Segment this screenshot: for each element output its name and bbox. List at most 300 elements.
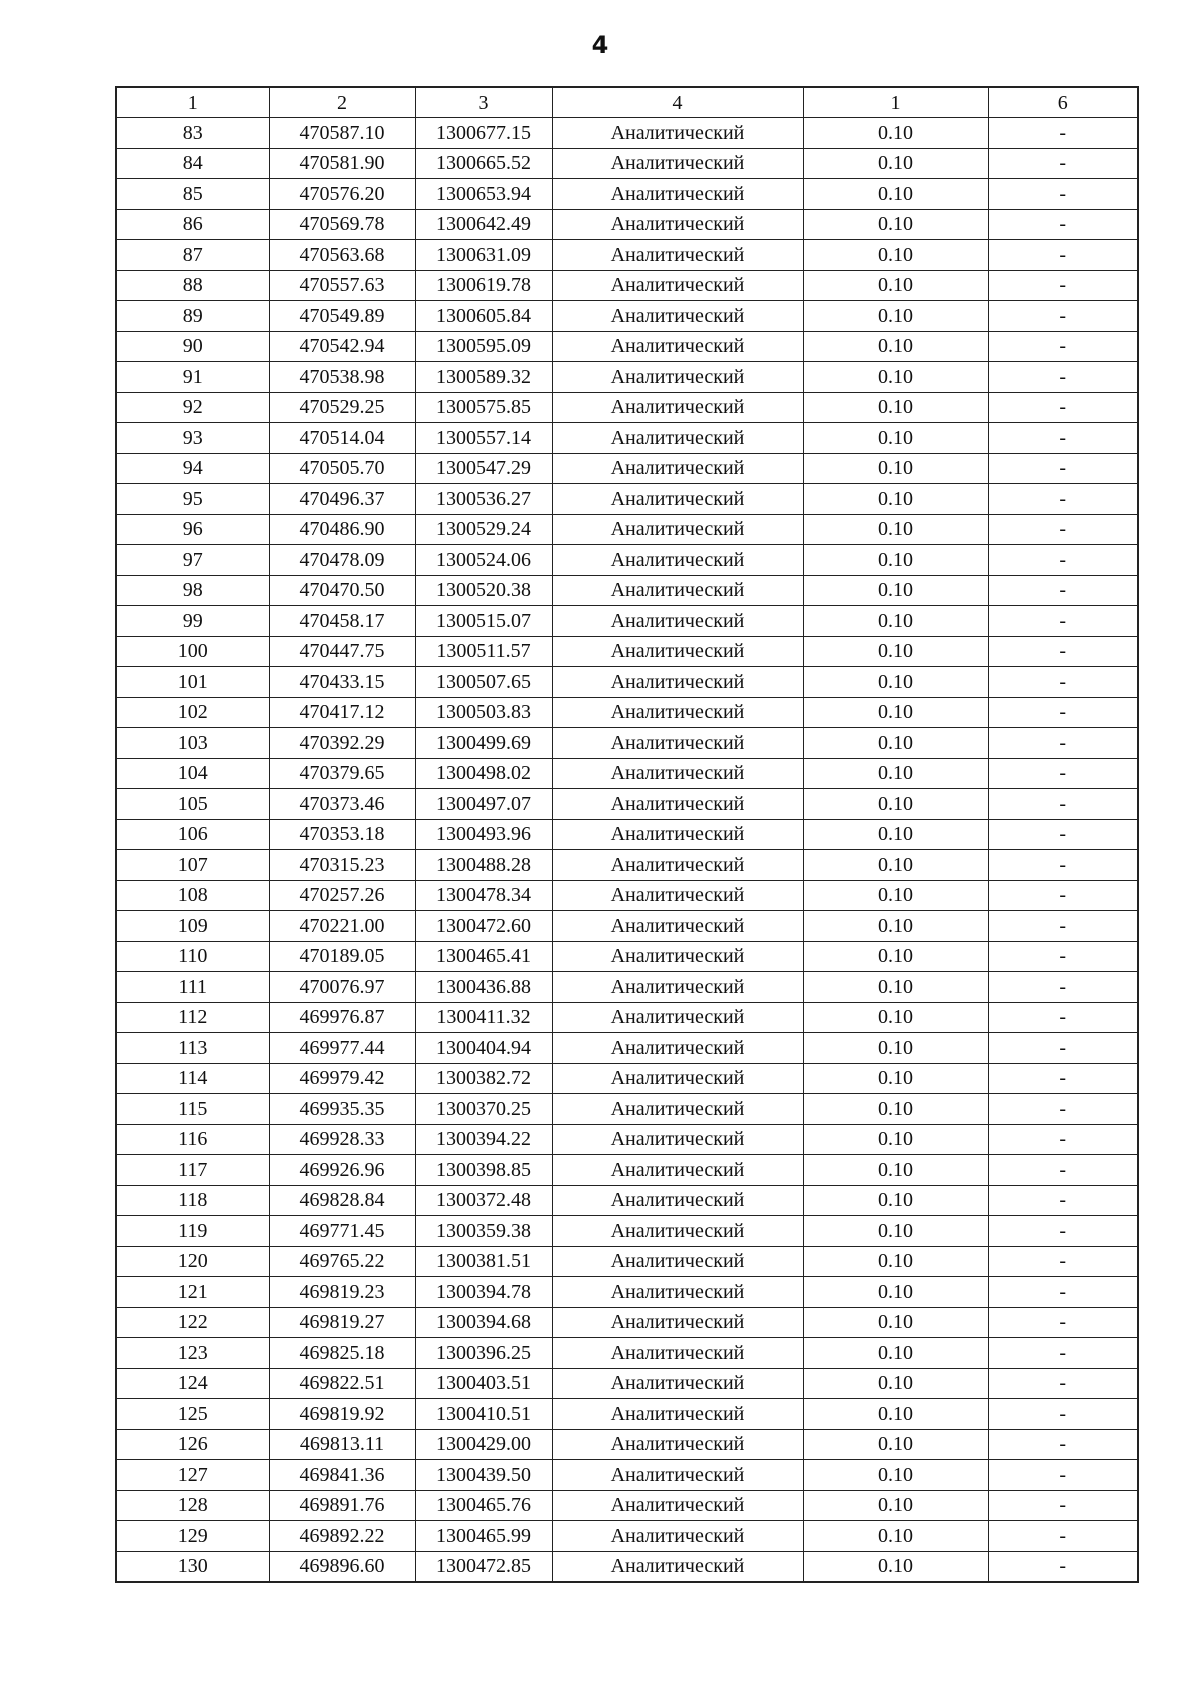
y-coordinate-cell: 1300436.88 bbox=[415, 972, 552, 1003]
accuracy-cell: 0.10 bbox=[803, 240, 988, 271]
coordinates-table bbox=[115, 86, 1139, 1583]
y-coordinate-cell: 1300398.85 bbox=[415, 1155, 552, 1186]
note-cell: - bbox=[988, 1277, 1138, 1308]
note-cell: - bbox=[988, 575, 1138, 606]
column-header-5: 1 bbox=[803, 87, 988, 118]
point-number-cell: 122 bbox=[116, 1307, 269, 1338]
table-row bbox=[116, 911, 1138, 942]
method-cell: Аналитический bbox=[552, 484, 803, 515]
table-row bbox=[116, 697, 1138, 728]
table-row bbox=[116, 1460, 1138, 1491]
accuracy-cell: 0.10 bbox=[803, 850, 988, 881]
method-cell: Аналитический bbox=[552, 1246, 803, 1277]
point-number-cell: 118 bbox=[116, 1185, 269, 1216]
x-coordinate-cell: 469979.42 bbox=[269, 1063, 415, 1094]
point-number-cell: 105 bbox=[116, 789, 269, 820]
accuracy-cell: 0.10 bbox=[803, 514, 988, 545]
method-cell: Аналитический bbox=[552, 636, 803, 667]
note-cell: - bbox=[988, 697, 1138, 728]
note-cell: - bbox=[988, 1460, 1138, 1491]
accuracy-cell: 0.10 bbox=[803, 1551, 988, 1582]
note-cell: - bbox=[988, 514, 1138, 545]
method-cell: Аналитический bbox=[552, 209, 803, 240]
note-cell: - bbox=[988, 819, 1138, 850]
x-coordinate-cell: 470542.94 bbox=[269, 331, 415, 362]
table-row bbox=[116, 514, 1138, 545]
table-row bbox=[116, 118, 1138, 149]
table-row bbox=[116, 453, 1138, 484]
note-cell: - bbox=[988, 1185, 1138, 1216]
method-cell: Аналитический bbox=[552, 545, 803, 576]
accuracy-cell: 0.10 bbox=[803, 911, 988, 942]
note-cell: - bbox=[988, 1002, 1138, 1033]
accuracy-cell: 0.10 bbox=[803, 667, 988, 698]
table-row bbox=[116, 850, 1138, 881]
point-number-cell: 96 bbox=[116, 514, 269, 545]
table-row bbox=[116, 575, 1138, 606]
method-cell: Аналитический bbox=[552, 1124, 803, 1155]
table-row bbox=[116, 270, 1138, 301]
table-row bbox=[116, 1551, 1138, 1582]
note-cell: - bbox=[988, 270, 1138, 301]
x-coordinate-cell: 469841.36 bbox=[269, 1460, 415, 1491]
method-cell: Аналитический bbox=[552, 789, 803, 820]
point-number-cell: 123 bbox=[116, 1338, 269, 1369]
method-cell: Аналитический bbox=[552, 148, 803, 179]
accuracy-cell: 0.10 bbox=[803, 1185, 988, 1216]
accuracy-cell: 0.10 bbox=[803, 1002, 988, 1033]
point-number-cell: 120 bbox=[116, 1246, 269, 1277]
table-row bbox=[116, 880, 1138, 911]
note-cell: - bbox=[988, 972, 1138, 1003]
y-coordinate-cell: 1300429.00 bbox=[415, 1429, 552, 1460]
note-cell: - bbox=[988, 911, 1138, 942]
table-row bbox=[116, 484, 1138, 515]
accuracy-cell: 0.10 bbox=[803, 636, 988, 667]
accuracy-cell: 0.10 bbox=[803, 545, 988, 576]
method-cell: Аналитический bbox=[552, 697, 803, 728]
x-coordinate-cell: 470549.89 bbox=[269, 301, 415, 332]
point-number-cell: 89 bbox=[116, 301, 269, 332]
y-coordinate-cell: 1300511.57 bbox=[415, 636, 552, 667]
x-coordinate-cell: 470315.23 bbox=[269, 850, 415, 881]
accuracy-cell: 0.10 bbox=[803, 1368, 988, 1399]
x-coordinate-cell: 469819.23 bbox=[269, 1277, 415, 1308]
y-coordinate-cell: 1300465.76 bbox=[415, 1490, 552, 1521]
method-cell: Аналитический bbox=[552, 1307, 803, 1338]
x-coordinate-cell: 469828.84 bbox=[269, 1185, 415, 1216]
y-coordinate-cell: 1300488.28 bbox=[415, 850, 552, 881]
accuracy-cell: 0.10 bbox=[803, 362, 988, 393]
point-number-cell: 92 bbox=[116, 392, 269, 423]
note-cell: - bbox=[988, 1033, 1138, 1064]
note-cell: - bbox=[988, 1551, 1138, 1582]
note-cell: - bbox=[988, 1399, 1138, 1430]
y-coordinate-cell: 1300665.52 bbox=[415, 148, 552, 179]
method-cell: Аналитический bbox=[552, 758, 803, 789]
note-cell: - bbox=[988, 301, 1138, 332]
method-cell: Аналитический bbox=[552, 850, 803, 881]
note-cell: - bbox=[988, 1368, 1138, 1399]
point-number-cell: 127 bbox=[116, 1460, 269, 1491]
accuracy-cell: 0.10 bbox=[803, 484, 988, 515]
point-number-cell: 99 bbox=[116, 606, 269, 637]
point-number-cell: 117 bbox=[116, 1155, 269, 1186]
accuracy-cell: 0.10 bbox=[803, 270, 988, 301]
note-cell: - bbox=[988, 362, 1138, 393]
method-cell: Аналитический bbox=[552, 1460, 803, 1491]
y-coordinate-cell: 1300503.83 bbox=[415, 697, 552, 728]
x-coordinate-cell: 469819.27 bbox=[269, 1307, 415, 1338]
point-number-cell: 88 bbox=[116, 270, 269, 301]
column-header-1: 1 bbox=[116, 87, 269, 118]
point-number-cell: 112 bbox=[116, 1002, 269, 1033]
method-cell: Аналитический bbox=[552, 362, 803, 393]
y-coordinate-cell: 1300411.32 bbox=[415, 1002, 552, 1033]
table-row bbox=[116, 1216, 1138, 1247]
method-cell: Аналитический bbox=[552, 911, 803, 942]
x-coordinate-cell: 470557.63 bbox=[269, 270, 415, 301]
table-row bbox=[116, 240, 1138, 271]
table-row bbox=[116, 545, 1138, 576]
y-coordinate-cell: 1300381.51 bbox=[415, 1246, 552, 1277]
y-coordinate-cell: 1300605.84 bbox=[415, 301, 552, 332]
method-cell: Аналитический bbox=[552, 179, 803, 210]
note-cell: - bbox=[988, 1246, 1138, 1277]
y-coordinate-cell: 1300642.49 bbox=[415, 209, 552, 240]
note-cell: - bbox=[988, 789, 1138, 820]
point-number-cell: 124 bbox=[116, 1368, 269, 1399]
header-row bbox=[116, 87, 1138, 118]
note-cell: - bbox=[988, 1063, 1138, 1094]
accuracy-cell: 0.10 bbox=[803, 453, 988, 484]
point-number-cell: 128 bbox=[116, 1490, 269, 1521]
table-header bbox=[116, 87, 1138, 118]
table-row bbox=[116, 1368, 1138, 1399]
y-coordinate-cell: 1300524.06 bbox=[415, 545, 552, 576]
point-number-cell: 84 bbox=[116, 148, 269, 179]
x-coordinate-cell: 470478.09 bbox=[269, 545, 415, 576]
x-coordinate-cell: 469825.18 bbox=[269, 1338, 415, 1369]
x-coordinate-cell: 470447.75 bbox=[269, 636, 415, 667]
point-number-cell: 101 bbox=[116, 667, 269, 698]
method-cell: Аналитический bbox=[552, 819, 803, 850]
point-number-cell: 93 bbox=[116, 423, 269, 454]
method-cell: Аналитический bbox=[552, 1185, 803, 1216]
table-row bbox=[116, 1002, 1138, 1033]
method-cell: Аналитический bbox=[552, 1033, 803, 1064]
method-cell: Аналитический bbox=[552, 1399, 803, 1430]
x-coordinate-cell: 470257.26 bbox=[269, 880, 415, 911]
method-cell: Аналитический bbox=[552, 728, 803, 759]
table-row bbox=[116, 1429, 1138, 1460]
point-number-cell: 97 bbox=[116, 545, 269, 576]
method-cell: Аналитический bbox=[552, 240, 803, 271]
x-coordinate-cell: 469765.22 bbox=[269, 1246, 415, 1277]
x-coordinate-cell: 469891.76 bbox=[269, 1490, 415, 1521]
y-coordinate-cell: 1300631.09 bbox=[415, 240, 552, 271]
column-header-6: 6 bbox=[988, 87, 1138, 118]
point-number-cell: 119 bbox=[116, 1216, 269, 1247]
x-coordinate-cell: 470486.90 bbox=[269, 514, 415, 545]
note-cell: - bbox=[988, 636, 1138, 667]
point-number-cell: 102 bbox=[116, 697, 269, 728]
method-cell: Аналитический bbox=[552, 1216, 803, 1247]
method-cell: Аналитический bbox=[552, 423, 803, 454]
accuracy-cell: 0.10 bbox=[803, 1246, 988, 1277]
note-cell: - bbox=[988, 667, 1138, 698]
table-row bbox=[116, 1124, 1138, 1155]
note-cell: - bbox=[988, 118, 1138, 149]
method-cell: Аналитический bbox=[552, 972, 803, 1003]
table-row bbox=[116, 1246, 1138, 1277]
x-coordinate-cell: 470514.04 bbox=[269, 423, 415, 454]
method-cell: Аналитический bbox=[552, 301, 803, 332]
y-coordinate-cell: 1300370.25 bbox=[415, 1094, 552, 1125]
accuracy-cell: 0.10 bbox=[803, 1429, 988, 1460]
point-number-cell: 91 bbox=[116, 362, 269, 393]
point-number-cell: 86 bbox=[116, 209, 269, 240]
method-cell: Аналитический bbox=[552, 1338, 803, 1369]
point-number-cell: 111 bbox=[116, 972, 269, 1003]
note-cell: - bbox=[988, 423, 1138, 454]
point-number-cell: 109 bbox=[116, 911, 269, 942]
note-cell: - bbox=[988, 453, 1138, 484]
point-number-cell: 114 bbox=[116, 1063, 269, 1094]
table-row bbox=[116, 1490, 1138, 1521]
accuracy-cell: 0.10 bbox=[803, 118, 988, 149]
y-coordinate-cell: 1300653.94 bbox=[415, 179, 552, 210]
note-cell: - bbox=[988, 1521, 1138, 1552]
note-cell: - bbox=[988, 1307, 1138, 1338]
y-coordinate-cell: 1300589.32 bbox=[415, 362, 552, 393]
point-number-cell: 98 bbox=[116, 575, 269, 606]
note-cell: - bbox=[988, 545, 1138, 576]
table-row bbox=[116, 1033, 1138, 1064]
accuracy-cell: 0.10 bbox=[803, 423, 988, 454]
y-coordinate-cell: 1300498.02 bbox=[415, 758, 552, 789]
x-coordinate-cell: 469892.22 bbox=[269, 1521, 415, 1552]
method-cell: Аналитический bbox=[552, 606, 803, 637]
x-coordinate-cell: 469896.60 bbox=[269, 1551, 415, 1582]
x-coordinate-cell: 469819.92 bbox=[269, 1399, 415, 1430]
x-coordinate-cell: 470470.50 bbox=[269, 575, 415, 606]
table-row bbox=[116, 1155, 1138, 1186]
y-coordinate-cell: 1300575.85 bbox=[415, 392, 552, 423]
method-cell: Аналитический bbox=[552, 1368, 803, 1399]
x-coordinate-cell: 470189.05 bbox=[269, 941, 415, 972]
note-cell: - bbox=[988, 484, 1138, 515]
y-coordinate-cell: 1300394.22 bbox=[415, 1124, 552, 1155]
x-coordinate-cell: 470569.78 bbox=[269, 209, 415, 240]
y-coordinate-cell: 1300410.51 bbox=[415, 1399, 552, 1430]
x-coordinate-cell: 469928.33 bbox=[269, 1124, 415, 1155]
x-coordinate-cell: 469926.96 bbox=[269, 1155, 415, 1186]
method-cell: Аналитический bbox=[552, 1155, 803, 1186]
note-cell: - bbox=[988, 1429, 1138, 1460]
table-row bbox=[116, 1338, 1138, 1369]
table-row bbox=[116, 1063, 1138, 1094]
y-coordinate-cell: 1300478.34 bbox=[415, 880, 552, 911]
x-coordinate-cell: 470373.46 bbox=[269, 789, 415, 820]
x-coordinate-cell: 470563.68 bbox=[269, 240, 415, 271]
method-cell: Аналитический bbox=[552, 1002, 803, 1033]
method-cell: Аналитический bbox=[552, 270, 803, 301]
accuracy-cell: 0.10 bbox=[803, 789, 988, 820]
y-coordinate-cell: 1300372.48 bbox=[415, 1185, 552, 1216]
point-number-cell: 121 bbox=[116, 1277, 269, 1308]
x-coordinate-cell: 469935.35 bbox=[269, 1094, 415, 1125]
y-coordinate-cell: 1300465.41 bbox=[415, 941, 552, 972]
x-coordinate-cell: 470417.12 bbox=[269, 697, 415, 728]
point-number-cell: 87 bbox=[116, 240, 269, 271]
point-number-cell: 107 bbox=[116, 850, 269, 881]
accuracy-cell: 0.10 bbox=[803, 1216, 988, 1247]
table-row bbox=[116, 1521, 1138, 1552]
y-coordinate-cell: 1300472.60 bbox=[415, 911, 552, 942]
accuracy-cell: 0.10 bbox=[803, 1124, 988, 1155]
accuracy-cell: 0.10 bbox=[803, 179, 988, 210]
table-body bbox=[116, 118, 1138, 1583]
column-header-2: 2 bbox=[269, 87, 415, 118]
y-coordinate-cell: 1300619.78 bbox=[415, 270, 552, 301]
y-coordinate-cell: 1300359.38 bbox=[415, 1216, 552, 1247]
y-coordinate-cell: 1300394.78 bbox=[415, 1277, 552, 1308]
y-coordinate-cell: 1300396.25 bbox=[415, 1338, 552, 1369]
y-coordinate-cell: 1300677.15 bbox=[415, 118, 552, 149]
point-number-cell: 116 bbox=[116, 1124, 269, 1155]
x-coordinate-cell: 470221.00 bbox=[269, 911, 415, 942]
point-number-cell: 108 bbox=[116, 880, 269, 911]
point-number-cell: 94 bbox=[116, 453, 269, 484]
point-number-cell: 129 bbox=[116, 1521, 269, 1552]
y-coordinate-cell: 1300547.29 bbox=[415, 453, 552, 484]
point-number-cell: 110 bbox=[116, 941, 269, 972]
x-coordinate-cell: 469976.87 bbox=[269, 1002, 415, 1033]
table-row bbox=[116, 1399, 1138, 1430]
point-number-cell: 95 bbox=[116, 484, 269, 515]
method-cell: Аналитический bbox=[552, 1551, 803, 1582]
accuracy-cell: 0.10 bbox=[803, 728, 988, 759]
point-number-cell: 83 bbox=[116, 118, 269, 149]
table-row bbox=[116, 179, 1138, 210]
method-cell: Аналитический bbox=[552, 941, 803, 972]
table-row bbox=[116, 819, 1138, 850]
table-row bbox=[116, 1185, 1138, 1216]
table-row bbox=[116, 209, 1138, 240]
table-row bbox=[116, 758, 1138, 789]
accuracy-cell: 0.10 bbox=[803, 1307, 988, 1338]
accuracy-cell: 0.10 bbox=[803, 941, 988, 972]
point-number-cell: 113 bbox=[116, 1033, 269, 1064]
note-cell: - bbox=[988, 1490, 1138, 1521]
accuracy-cell: 0.10 bbox=[803, 1490, 988, 1521]
x-coordinate-cell: 470581.90 bbox=[269, 148, 415, 179]
note-cell: - bbox=[988, 1124, 1138, 1155]
accuracy-cell: 0.10 bbox=[803, 1033, 988, 1064]
table-row bbox=[116, 392, 1138, 423]
method-cell: Аналитический bbox=[552, 392, 803, 423]
accuracy-cell: 0.10 bbox=[803, 1094, 988, 1125]
method-cell: Аналитический bbox=[552, 667, 803, 698]
method-cell: Аналитический bbox=[552, 118, 803, 149]
y-coordinate-cell: 1300515.07 bbox=[415, 606, 552, 637]
note-cell: - bbox=[988, 758, 1138, 789]
accuracy-cell: 0.10 bbox=[803, 1277, 988, 1308]
x-coordinate-cell: 469771.45 bbox=[269, 1216, 415, 1247]
column-header-3: 3 bbox=[415, 87, 552, 118]
point-number-cell: 130 bbox=[116, 1551, 269, 1582]
accuracy-cell: 0.10 bbox=[803, 1338, 988, 1369]
y-coordinate-cell: 1300465.99 bbox=[415, 1521, 552, 1552]
method-cell: Аналитический bbox=[552, 331, 803, 362]
table-row bbox=[116, 667, 1138, 698]
table-row bbox=[116, 301, 1138, 332]
note-cell: - bbox=[988, 240, 1138, 271]
x-coordinate-cell: 470379.65 bbox=[269, 758, 415, 789]
y-coordinate-cell: 1300403.51 bbox=[415, 1368, 552, 1399]
page-number: 4 bbox=[591, 31, 609, 59]
accuracy-cell: 0.10 bbox=[803, 758, 988, 789]
table-row bbox=[116, 331, 1138, 362]
point-number-cell: 100 bbox=[116, 636, 269, 667]
table-row bbox=[116, 606, 1138, 637]
table-row bbox=[116, 636, 1138, 667]
point-number-cell: 85 bbox=[116, 179, 269, 210]
method-cell: Аналитический bbox=[552, 1429, 803, 1460]
y-coordinate-cell: 1300557.14 bbox=[415, 423, 552, 454]
y-coordinate-cell: 1300439.50 bbox=[415, 1460, 552, 1491]
y-coordinate-cell: 1300507.65 bbox=[415, 667, 552, 698]
note-cell: - bbox=[988, 850, 1138, 881]
column-header-4: 4 bbox=[552, 87, 803, 118]
note-cell: - bbox=[988, 1094, 1138, 1125]
table-row bbox=[116, 789, 1138, 820]
table-row bbox=[116, 1277, 1138, 1308]
table-row bbox=[116, 423, 1138, 454]
y-coordinate-cell: 1300394.68 bbox=[415, 1307, 552, 1338]
accuracy-cell: 0.10 bbox=[803, 1063, 988, 1094]
note-cell: - bbox=[988, 392, 1138, 423]
table-row bbox=[116, 972, 1138, 1003]
y-coordinate-cell: 1300497.07 bbox=[415, 789, 552, 820]
accuracy-cell: 0.10 bbox=[803, 880, 988, 911]
note-cell: - bbox=[988, 1216, 1138, 1247]
table-row bbox=[116, 362, 1138, 393]
x-coordinate-cell: 470353.18 bbox=[269, 819, 415, 850]
y-coordinate-cell: 1300382.72 bbox=[415, 1063, 552, 1094]
x-coordinate-cell: 470392.29 bbox=[269, 728, 415, 759]
y-coordinate-cell: 1300529.24 bbox=[415, 514, 552, 545]
y-coordinate-cell: 1300536.27 bbox=[415, 484, 552, 515]
note-cell: - bbox=[988, 880, 1138, 911]
y-coordinate-cell: 1300404.94 bbox=[415, 1033, 552, 1064]
x-coordinate-cell: 470538.98 bbox=[269, 362, 415, 393]
accuracy-cell: 0.10 bbox=[803, 1460, 988, 1491]
note-cell: - bbox=[988, 331, 1138, 362]
table-row bbox=[116, 1307, 1138, 1338]
method-cell: Аналитический bbox=[552, 1094, 803, 1125]
method-cell: Аналитический bbox=[552, 1063, 803, 1094]
point-number-cell: 103 bbox=[116, 728, 269, 759]
x-coordinate-cell: 470433.15 bbox=[269, 667, 415, 698]
accuracy-cell: 0.10 bbox=[803, 819, 988, 850]
x-coordinate-cell: 469813.11 bbox=[269, 1429, 415, 1460]
method-cell: Аналитический bbox=[552, 880, 803, 911]
x-coordinate-cell: 469822.51 bbox=[269, 1368, 415, 1399]
table-row bbox=[116, 1094, 1138, 1125]
note-cell: - bbox=[988, 1155, 1138, 1186]
